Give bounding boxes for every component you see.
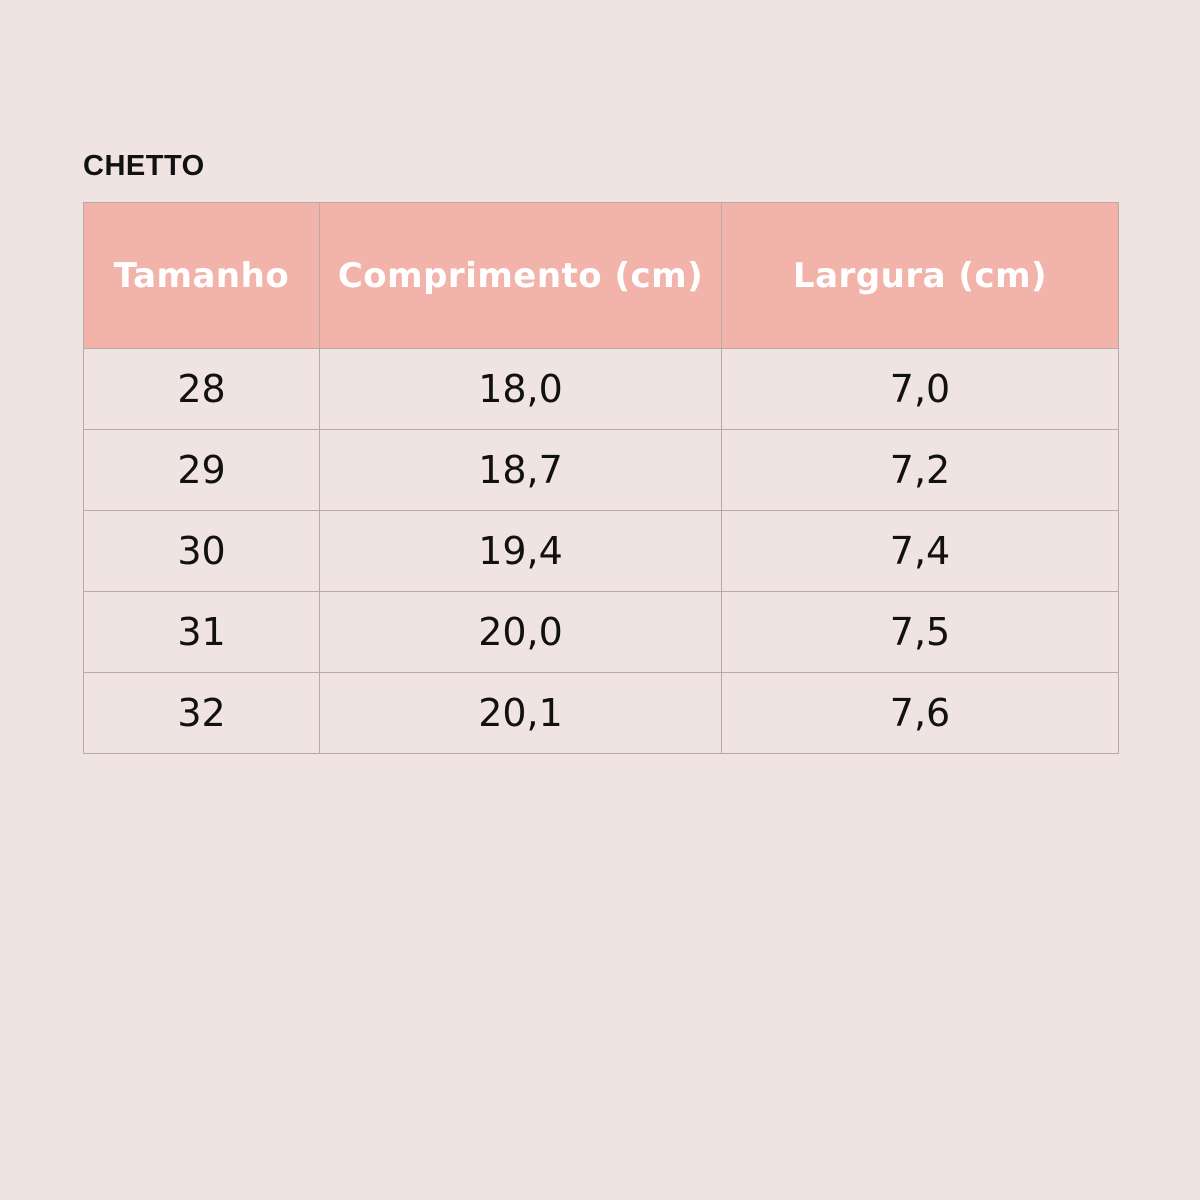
header-comprimento: Comprimento (cm)	[320, 203, 722, 349]
cell-tamanho: 30	[84, 511, 320, 592]
cell-largura: 7,6	[722, 673, 1119, 754]
brand-title: CHETTO	[83, 150, 205, 182]
cell-tamanho: 28	[84, 349, 320, 430]
cell-comprimento: 18,7	[320, 430, 722, 511]
cell-comprimento: 18,0	[320, 349, 722, 430]
table-row	[84, 430, 1119, 511]
size-table	[83, 202, 1119, 754]
header-tamanho: Tamanho	[84, 203, 320, 349]
cell-largura: 7,0	[722, 349, 1119, 430]
table-row	[84, 349, 1119, 430]
cell-tamanho: 29	[84, 430, 320, 511]
cell-largura: 7,4	[722, 511, 1119, 592]
cell-largura: 7,2	[722, 430, 1119, 511]
cell-comprimento: 20,1	[320, 673, 722, 754]
table-row	[84, 592, 1119, 673]
cell-comprimento: 20,0	[320, 592, 722, 673]
header-largura: Largura (cm)	[722, 203, 1119, 349]
table-header-row	[84, 203, 1119, 349]
cell-tamanho: 31	[84, 592, 320, 673]
cell-largura: 7,5	[722, 592, 1119, 673]
table-row	[84, 673, 1119, 754]
cell-comprimento: 19,4	[320, 511, 722, 592]
table-row	[84, 511, 1119, 592]
cell-tamanho: 32	[84, 673, 320, 754]
